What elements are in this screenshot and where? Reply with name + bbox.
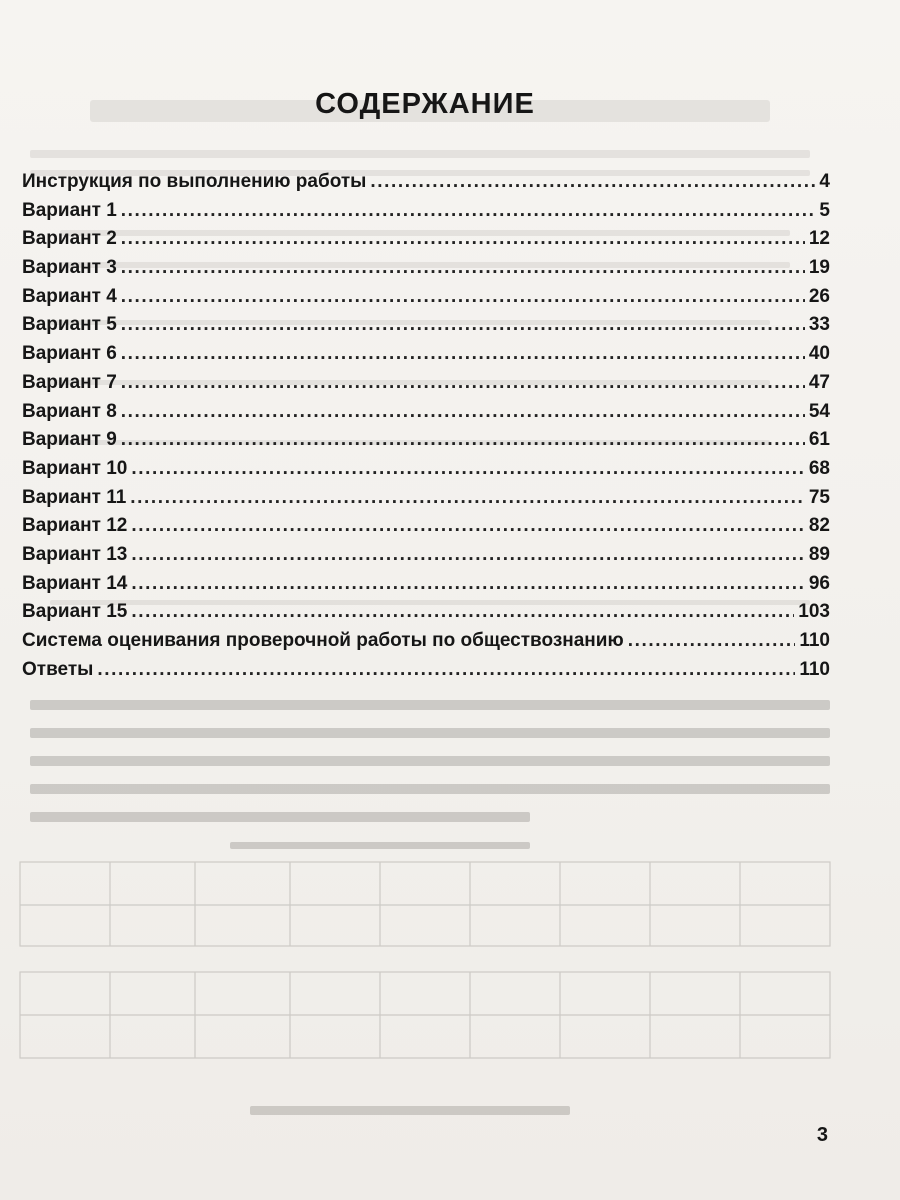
dot-leader <box>131 455 805 484</box>
toc-entry-page: 5 <box>819 199 830 221</box>
toc-entry-label: Вариант 5 <box>22 314 117 336</box>
toc-entry[interactable] <box>22 283 830 312</box>
toc-entry-page: 110 <box>799 630 830 651</box>
toc-entry-label: Вариант 4 <box>22 285 117 307</box>
toc-entry-page: 110 <box>799 658 830 680</box>
toc-entry-page: 61 <box>808 429 830 451</box>
toc-entry[interactable] <box>22 340 830 369</box>
toc-entry[interactable] <box>22 484 830 513</box>
toc-entry-page: 19 <box>808 257 830 279</box>
toc-entry-label: Инструкция по выполнению работы <box>22 171 367 192</box>
dot-leader <box>121 369 805 398</box>
toc-entry-label: Вариант 15 <box>22 601 128 623</box>
toc-entry-page: 82 <box>808 515 830 537</box>
toc-entry-page: 12 <box>808 228 830 250</box>
dot-leader <box>97 656 795 685</box>
toc-entry[interactable] <box>22 598 830 627</box>
dot-leader <box>121 225 805 254</box>
toc-entry[interactable] <box>22 254 830 283</box>
dot-leader <box>130 484 805 513</box>
dot-leader <box>131 570 805 599</box>
toc-entry[interactable] <box>22 455 830 484</box>
toc-entry-page: 96 <box>808 572 830 594</box>
toc-entry-label: Вариант 13 <box>22 543 128 565</box>
toc-entry-page: 33 <box>808 314 830 336</box>
toc-entry-label: Вариант 8 <box>22 400 117 422</box>
toc-entry[interactable] <box>22 541 830 570</box>
toc-entry-label: Вариант 3 <box>22 257 117 279</box>
toc-entry-label: Вариант 1 <box>22 199 117 221</box>
toc-entry-page: 4 <box>819 171 830 192</box>
toc-entry[interactable] <box>22 570 830 599</box>
dot-leader <box>370 168 815 197</box>
toc-entry-label: Вариант 6 <box>22 343 117 365</box>
toc-entry-label: Ответы <box>22 658 94 680</box>
toc-entry[interactable] <box>22 197 830 226</box>
toc-entry-page: 75 <box>808 486 830 508</box>
dot-leader <box>121 426 805 455</box>
toc-entry-page: 103 <box>798 601 830 623</box>
toc-entry-label: Система оценивания проверочной работы по обществознанию <box>22 630 624 651</box>
table-of-contents <box>22 168 830 684</box>
dot-leader <box>121 340 805 369</box>
toc-entry-label: Вариант 12 <box>22 515 128 537</box>
dot-leader <box>121 283 805 312</box>
toc-entry[interactable] <box>22 369 830 398</box>
toc-entry-label: Вариант 2 <box>22 228 117 250</box>
toc-entry-page: 47 <box>808 371 830 393</box>
dot-leader <box>131 598 794 627</box>
dot-leader <box>131 541 805 570</box>
dot-leader <box>121 398 805 427</box>
dot-leader <box>131 512 805 541</box>
toc-entry[interactable] <box>22 311 830 340</box>
dot-leader <box>121 311 805 340</box>
toc-entry-page: 68 <box>808 457 830 479</box>
page-number: 3 <box>816 1124 828 1146</box>
toc-entry-page: 40 <box>808 343 830 365</box>
toc-entry-label: Вариант 11 <box>22 486 127 508</box>
page-title: СОДЕРЖАНИЕ <box>315 88 535 120</box>
toc-entry-label: Вариант 9 <box>22 429 117 451</box>
toc-entry[interactable] <box>22 627 830 656</box>
toc-entry-page: 54 <box>808 400 830 422</box>
toc-entry[interactable] <box>22 225 830 254</box>
dot-leader <box>121 197 816 226</box>
dot-leader <box>628 627 796 656</box>
toc-entry[interactable] <box>22 426 830 455</box>
toc-entry-label: Вариант 7 <box>22 371 117 393</box>
toc-entry-page: 26 <box>808 285 830 307</box>
toc-entry-page: 89 <box>808 543 830 565</box>
toc-entry[interactable] <box>22 512 830 541</box>
toc-entry[interactable] <box>22 656 830 685</box>
toc-entry-label: Вариант 10 <box>22 457 128 479</box>
toc-entry[interactable] <box>22 168 830 197</box>
dot-leader <box>121 254 805 283</box>
toc-entry[interactable] <box>22 398 830 427</box>
toc-entry-label: Вариант 14 <box>22 572 128 594</box>
